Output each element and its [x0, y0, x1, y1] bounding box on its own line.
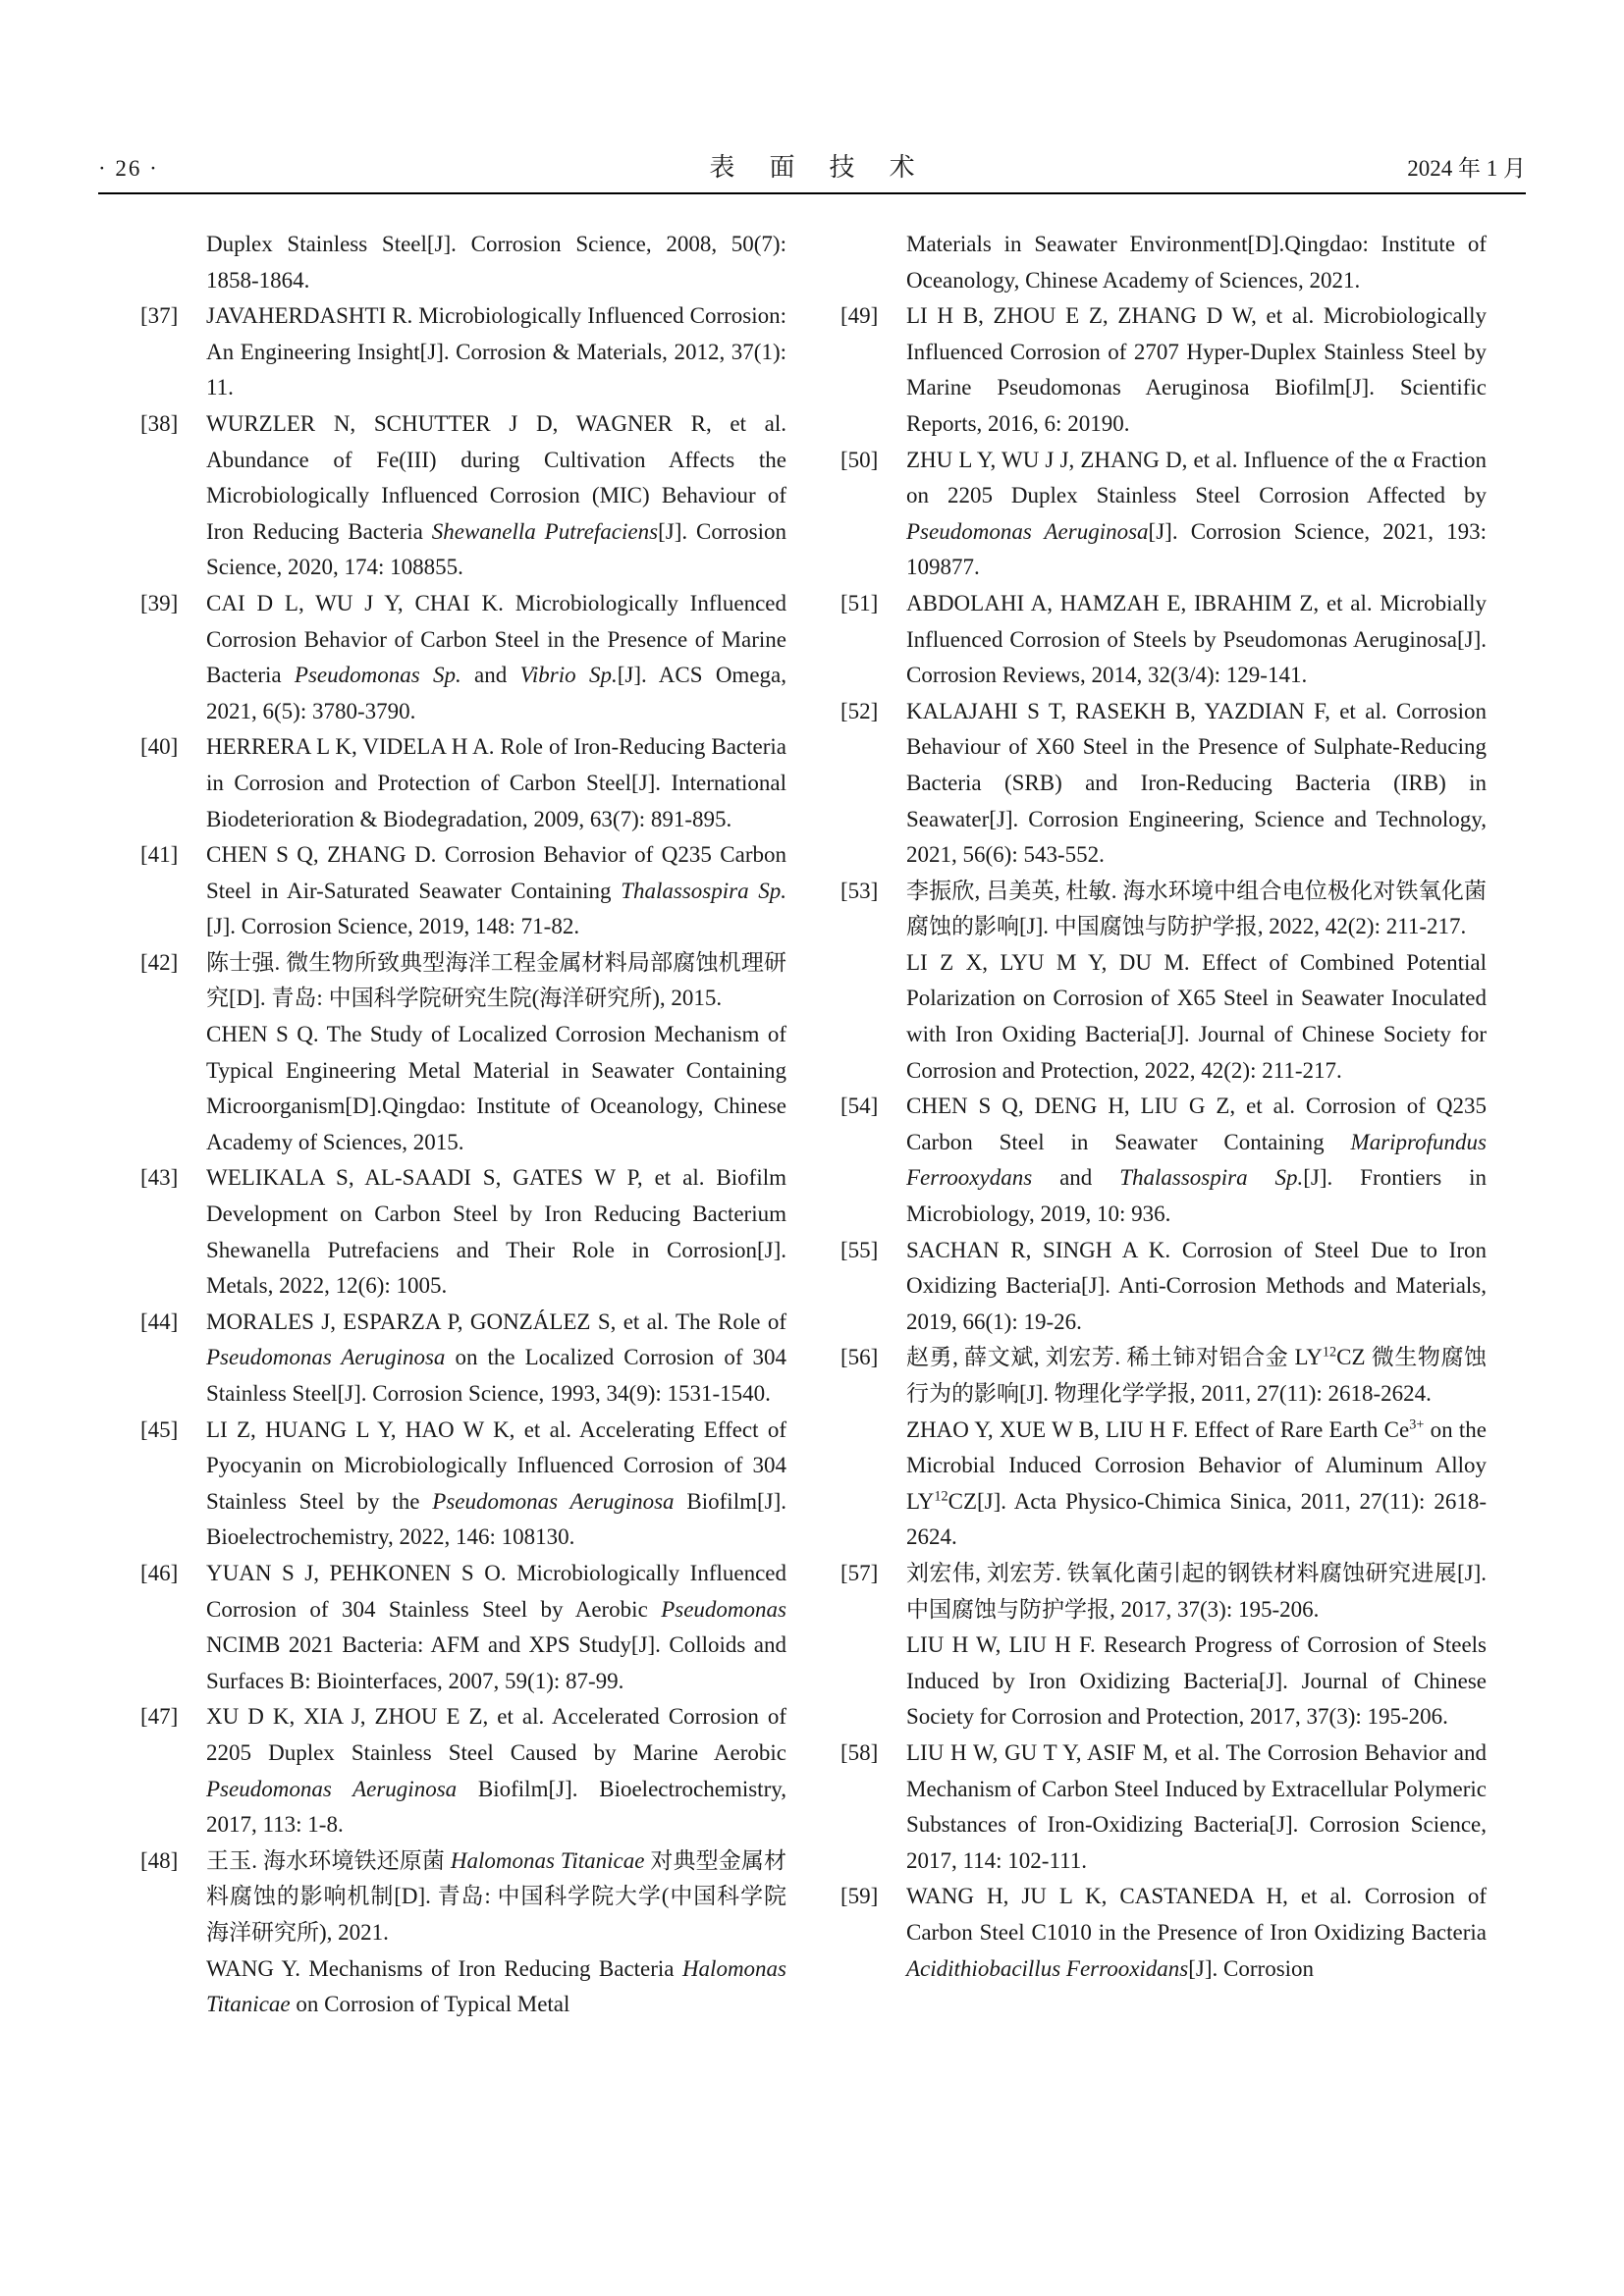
text-segment: 12	[934, 1488, 948, 1505]
reference-number: [58]	[840, 1739, 879, 1765]
reference-paragraph	[206, 945, 786, 1017]
reference-text	[206, 1305, 786, 1413]
reference-number: [48]	[140, 1847, 179, 1873]
reference-item	[840, 586, 1487, 694]
reference-paragraph	[206, 1160, 786, 1304]
reference-text	[906, 1735, 1487, 1879]
reference-text	[206, 837, 786, 945]
text-segment: on the Localized Corrosion of 304 Stainless Steel[J]. Corrosion Science, 1993, 34(9): 1531-1540.	[206, 1345, 787, 1406]
running-head	[98, 147, 1526, 184]
reference-paragraph	[906, 1233, 1487, 1341]
reference-number: [50]	[840, 447, 879, 472]
reference-paragraph	[206, 1556, 786, 1699]
text-segment: CZ 微生物腐蚀行为的影响[J]. 物理化学学报, 2011, 27(11): 2618-2624.	[906, 1345, 1488, 1406]
reference-item	[840, 874, 1487, 1090]
reference-text	[906, 1233, 1487, 1341]
reference-item	[140, 298, 786, 406]
reference-text	[206, 945, 786, 1161]
reference-continuation	[140, 227, 786, 298]
reference-paragraph	[206, 1413, 786, 1556]
reference-text	[206, 1556, 786, 1699]
reference-paragraph	[206, 1017, 786, 1160]
reference-paragraph	[206, 227, 786, 298]
reference-item	[140, 945, 786, 1161]
text-segment: [J]. ACS Omega, 2021, 6(5): 3780-3790.	[206, 663, 786, 723]
text-segment: Halomonas Titanicae	[206, 1955, 786, 2017]
reference-number: [57]	[840, 1560, 879, 1585]
text-segment: Thalassospira Sp.	[621, 878, 786, 903]
text-segment: and	[1032, 1165, 1120, 1191]
reference-item	[140, 1305, 786, 1413]
text-segment: Biofilm[J]. Bioelectrochemistry, 2017, 113: 1-8.	[206, 1776, 786, 1838]
reference-paragraph	[906, 1413, 1487, 1556]
reference-text	[906, 586, 1487, 694]
references-section	[140, 227, 1487, 2023]
reference-number: [38]	[140, 410, 179, 436]
text-segment: 对典型金属材料腐蚀的影响机制[D]. 青岛: 中国科学院大学(中国科学院海洋研究所), 2021.	[206, 1847, 787, 1945]
text-segment: [J]. Frontiers in Microbiology, 2019, 10: 936.	[906, 1165, 1487, 1227]
reference-number: [39]	[140, 590, 179, 615]
reference-text	[906, 227, 1487, 298]
reference-item	[140, 586, 786, 729]
reference-paragraph	[906, 298, 1487, 442]
reference-text	[206, 586, 786, 729]
text-segment: LIU H W, LIU H F. Research Progress of Corrosion of Steels Induced by Iron Oxidizing Bacteria[J]. Journal of Chinese Society for Corrosion and Protection, 2017, 37(3): 195-206.	[906, 1632, 1487, 1730]
text-segment: Pseudomonas Sp.	[294, 663, 461, 688]
text-segment: Biofilm[J]. Bioelectrochemistry, 2022, 146: 108130.	[206, 1488, 786, 1550]
text-segment: HERRERA L K, VIDELA H A. Role of Iron-Reducing Bacteria in Corrosion and Protection of Carbon Steel[J]. International Biodeterioration & Biodegradation, 2009, 63(7): 891-895.	[206, 734, 786, 831]
reference-text	[206, 1699, 786, 1842]
reference-number: [55]	[840, 1237, 879, 1262]
text-segment: Pseudomonas Aeruginosa	[206, 1345, 446, 1370]
text-segment: CHEN S Q. The Study of Localized Corrosion Mechanism of Typical Engineering Metal Material in Seawater Containing Microorganism[D].Qingdao: Institute of Oceanology, Chinese Academy of Sciences, 2015.	[206, 1022, 786, 1154]
text-segment: Thalassospira Sp.	[1119, 1165, 1304, 1191]
text-segment: SACHAN R, SINGH A K. Corrosion of Steel Due to Iron Oxidizing Bacteria[J]. Anti-Corrosion Methods and Materials, 2019, 66(1): 19-26.	[906, 1237, 1487, 1334]
reference-item	[840, 1735, 1487, 1879]
reference-text	[206, 1160, 786, 1304]
reference-item	[840, 443, 1487, 586]
reference-paragraph	[206, 1951, 786, 2023]
text-segment: 12	[1322, 1344, 1337, 1361]
reference-item	[140, 1413, 786, 1556]
text-segment: [J]. Corrosion Science, 2021, 193: 109877.	[906, 518, 1487, 580]
text-segment: on Corrosion of Typical Metal	[290, 1992, 570, 2017]
reference-paragraph	[906, 1089, 1487, 1232]
reference-text	[206, 406, 786, 586]
reference-text	[206, 1413, 786, 1556]
reference-number: [59]	[840, 1884, 879, 1909]
reference-text	[906, 694, 1487, 874]
text-segment: [J]. Corrosion Science, 2019, 148: 71-82.	[206, 914, 580, 939]
reference-paragraph	[906, 227, 1487, 298]
reference-item	[140, 1843, 786, 2023]
reference-item	[140, 837, 786, 945]
issue-date: 2024 年 1 月	[1407, 156, 1526, 181]
text-segment: KALAJAHI S T, RASEKH B, YAZDIAN F, et al. Corrosion Behaviour of X60 Steel in the Presence of Sulphate-Reducing Bacteria (SRB) and Iron-Reducing Bacteria (IRB) in Seawater[J]. Corrosion Engineering, Science and Technology, 2021, 56(6): 543-552.	[906, 698, 1487, 868]
reference-text	[206, 729, 786, 837]
page-number: · 26 ·	[98, 156, 159, 181]
references-left-column	[140, 227, 786, 2023]
text-segment: Mariprofundus Ferrooxydans	[906, 1129, 1487, 1191]
reference-item	[140, 1556, 786, 1699]
reference-paragraph	[206, 729, 786, 837]
reference-item	[840, 1340, 1487, 1556]
reference-item	[840, 694, 1487, 874]
text-segment: LI H B, ZHOU E Z, ZHANG D W, et al. Microbiologically Influenced Corrosion of 2707 Hyper-Duplex Stainless Steel by Marine Pseudomonas Aeruginosa Biofilm[J]. Scientific Reports, 2016, 6: 20190.	[906, 303, 1487, 436]
text-segment: CHEN S Q, DENG H, LIU G Z, et al. Corrosion of Q235 Carbon Steel in Seawater Containing	[906, 1094, 1487, 1154]
text-segment: LI Z, HUANG L Y, HAO W K, et al. Accelerating Effect of Pyocyanin on Microbiologically Influenced Corrosion of 304 Stainless Steel by the	[206, 1416, 786, 1514]
text-segment: Pseudomonas Aeruginosa	[432, 1488, 675, 1514]
text-segment: Pseudomonas Aeruginosa	[206, 1776, 458, 1801]
text-segment: MORALES J, ESPARZA P, GONZÁLEZ S, et al. The Role of	[206, 1308, 786, 1334]
reference-number: [40]	[140, 734, 179, 760]
references-right-column	[840, 227, 1487, 2023]
header-rule	[98, 192, 1526, 194]
text-segment: ZHU L Y, WU J J, ZHANG D, et al. Influence of the α Fraction on 2205 Duplex Stainless Steel Corrosion Affected by	[906, 447, 1487, 508]
reference-paragraph	[906, 874, 1487, 945]
reference-paragraph	[906, 1735, 1487, 1879]
reference-number: [47]	[140, 1704, 179, 1730]
text-segment: LIU H W, GU T Y, ASIF M, et al. The Corrosion Behavior and Mechanism of Carbon Steel Induced by Extracellular Polymeric Substances of Iron-Oxidizing Bacteria[J]. Corrosion Science, 2017, 114: 102-111.	[906, 1739, 1487, 1873]
text-segment: NCIMB 2021 Bacteria: AFM and XPS Study[J]. Colloids and Surfaces B: Biointerfaces, 2007, 59(1): 87-99.	[206, 1632, 786, 1693]
reference-number: [53]	[840, 878, 879, 903]
text-segment: LI Z X, LYU M Y, DU M. Effect of Combined Potential Polarization on Corrosion of X65 Steel in Seawater Inoculated with Iron Oxiding Bacteria[J]. Journal of Chinese Society for Corrosion and Protection, 2022, 42(2): 211-217.	[906, 949, 1487, 1083]
reference-text	[906, 443, 1487, 586]
reference-item	[140, 1160, 786, 1304]
text-segment: ABDOLAHI A, HAMZAH E, IBRAHIM Z, et al. Microbially Influenced Corrosion of Steels by Pseudomonas Aeruginosa[J]. Corrosion Reviews, 2014, 32(3/4): 129-141.	[906, 590, 1487, 688]
text-segment: ZHAO Y, XUE W B, LIU H F. Effect of Rare Earth Ce	[906, 1416, 1410, 1442]
reference-paragraph	[206, 406, 786, 586]
text-segment: Halomonas Titanicae	[450, 1847, 645, 1873]
reference-paragraph	[206, 586, 786, 729]
reference-number: [51]	[840, 590, 879, 615]
reference-item	[840, 1233, 1487, 1341]
text-segment: [J]. Corrosion	[1188, 1955, 1315, 1981]
text-segment: JAVAHERDASHTI R. Microbiologically Influenced Corrosion: An Engineering Insight[J]. Corrosion & Materials, 2012, 37(1): 11.	[206, 303, 786, 400]
reference-item	[840, 1089, 1487, 1232]
reference-text	[206, 1843, 786, 2023]
text-segment: CHEN S Q, ZHANG D. Corrosion Behavior of Q235 Carbon Steel in Air-Saturated Seawater Containing	[206, 842, 786, 903]
reference-number: [37]	[140, 303, 179, 329]
reference-text	[906, 1089, 1487, 1232]
reference-continuation	[840, 227, 1487, 298]
reference-number: [41]	[140, 842, 179, 868]
reference-number: [45]	[140, 1416, 179, 1442]
reference-paragraph	[206, 1843, 786, 1951]
text-segment: 刘宏伟, 刘宏芳. 铁氧化菌引起的钢铁材料腐蚀研究进展[J]. 中国腐蚀与防护学报, 2017, 37(3): 195-206.	[906, 1560, 1487, 1622]
reference-item	[140, 406, 786, 586]
text-segment: 王玉. 海水环境铁还原菌	[206, 1847, 451, 1873]
text-segment: CAI D L, WU J Y, CHAI K. Microbiologically Influenced Corrosion Behavior of Carbon Steel in the Presence of Marine Bacteria	[206, 590, 786, 688]
text-segment: 陈士强. 微生物所致典型海洋工程金属材料局部腐蚀机理研究[D]. 青岛: 中国科学院研究生院(海洋研究所), 2015.	[206, 949, 786, 1011]
text-segment: Vibrio Sp.	[519, 663, 618, 688]
text-segment: [J]. Corrosion Science, 2020, 174: 108855.	[206, 518, 786, 580]
reference-number: [49]	[840, 303, 879, 329]
text-segment: YUAN S J, PEHKONEN S O. Microbiologically Influenced Corrosion of 304 Stainless Steel by Aerobic	[206, 1560, 786, 1622]
reference-text	[206, 298, 786, 406]
reference-paragraph	[906, 694, 1487, 874]
text-segment: 3+	[1409, 1415, 1425, 1432]
reference-text	[906, 1340, 1487, 1556]
reference-text	[206, 227, 786, 298]
reference-paragraph	[906, 443, 1487, 586]
reference-paragraph	[206, 837, 786, 945]
reference-number: [46]	[140, 1560, 179, 1585]
text-segment: Duplex Stainless Steel[J]. Corrosion Science, 2008, 50(7): 1858-1864.	[206, 232, 786, 293]
text-segment: XU D K, XIA J, ZHOU E Z, et al. Accelerated Corrosion of 2205 Duplex Stainless Steel Caused by Marine Aerobic	[206, 1704, 786, 1765]
reference-item	[140, 729, 786, 837]
reference-number: [43]	[140, 1165, 179, 1191]
reference-paragraph	[206, 1305, 786, 1413]
reference-paragraph	[906, 945, 1487, 1089]
reference-paragraph	[906, 1628, 1487, 1735]
text-segment: Shewanella Putrefaciens	[431, 518, 659, 544]
reference-item	[840, 298, 1487, 442]
text-segment: and	[460, 663, 520, 688]
reference-paragraph	[906, 586, 1487, 694]
text-segment: Materials in Seawater Environment[D].Qingdao: Institute of Oceanology, Chinese Academy of Sciences, 2021.	[906, 232, 1487, 293]
reference-paragraph	[906, 1879, 1487, 1987]
reference-item	[840, 1879, 1487, 1987]
text-segment: 赵勇, 薛文斌, 刘宏芳. 稀土铈对铝合金 LY	[906, 1345, 1323, 1370]
reference-text	[906, 1879, 1487, 1987]
text-segment: Pseudomonas	[661, 1596, 786, 1622]
reference-number: [44]	[140, 1308, 179, 1334]
reference-number: [56]	[840, 1345, 879, 1370]
reference-text	[906, 298, 1487, 442]
text-segment: on the Microbial Induced Corrosion Behavior of Aluminum Alloy LY	[906, 1416, 1487, 1514]
reference-text	[906, 1556, 1487, 1735]
text-segment: WANG H, JU L K, CASTANEDA H, et al. Corrosion of Carbon Steel C1010 in the Presence of Iron Oxidizing Bacteria	[906, 1884, 1487, 1945]
reference-number: [54]	[840, 1094, 879, 1119]
reference-number: [52]	[840, 698, 879, 723]
reference-text	[906, 874, 1487, 1090]
reference-paragraph	[906, 1340, 1487, 1412]
reference-paragraph	[206, 1699, 786, 1842]
text-segment: WELIKALA S, AL-SAADI S, GATES W P, et al. Biofilm Development on Carbon Steel by Iron Reducing Bacterium Shewanella Putrefaciens and Their Role in Corrosion[J]. Metals, 2022, 12(6): 1005.	[206, 1165, 786, 1299]
reference-paragraph	[906, 1556, 1487, 1628]
text-segment: Pseudomonas Aeruginosa	[906, 518, 1149, 544]
text-segment: WANG Y. Mechanisms of Iron Reducing Bacteria	[206, 1955, 682, 1981]
text-segment: CZ[J]. Acta Physico-Chimica Sinica, 2011, 27(11): 2618-2624.	[906, 1488, 1487, 1550]
journal-title: 表 面 技 术	[709, 153, 929, 182]
reference-paragraph	[206, 298, 786, 406]
reference-item	[840, 1556, 1487, 1735]
reference-number: [42]	[140, 949, 179, 975]
text-segment: WURZLER N, SCHUTTER J D, WAGNER R, et al. Abundance of Fe(III) during Cultivation Affects the Microbiologically Influenced Corrosion (MIC) Behaviour of Iron Reducing Bacteria	[206, 410, 786, 544]
text-segment: 李振欣, 吕美英, 杜敏. 海水环境中组合电位极化对铁氧化菌腐蚀的影响[J]. 中国腐蚀与防护学报, 2022, 42(2): 211-217.	[906, 878, 1487, 939]
reference-item	[140, 1699, 786, 1842]
text-segment: Acidithiobacillus Ferrooxidans	[906, 1955, 1189, 1981]
